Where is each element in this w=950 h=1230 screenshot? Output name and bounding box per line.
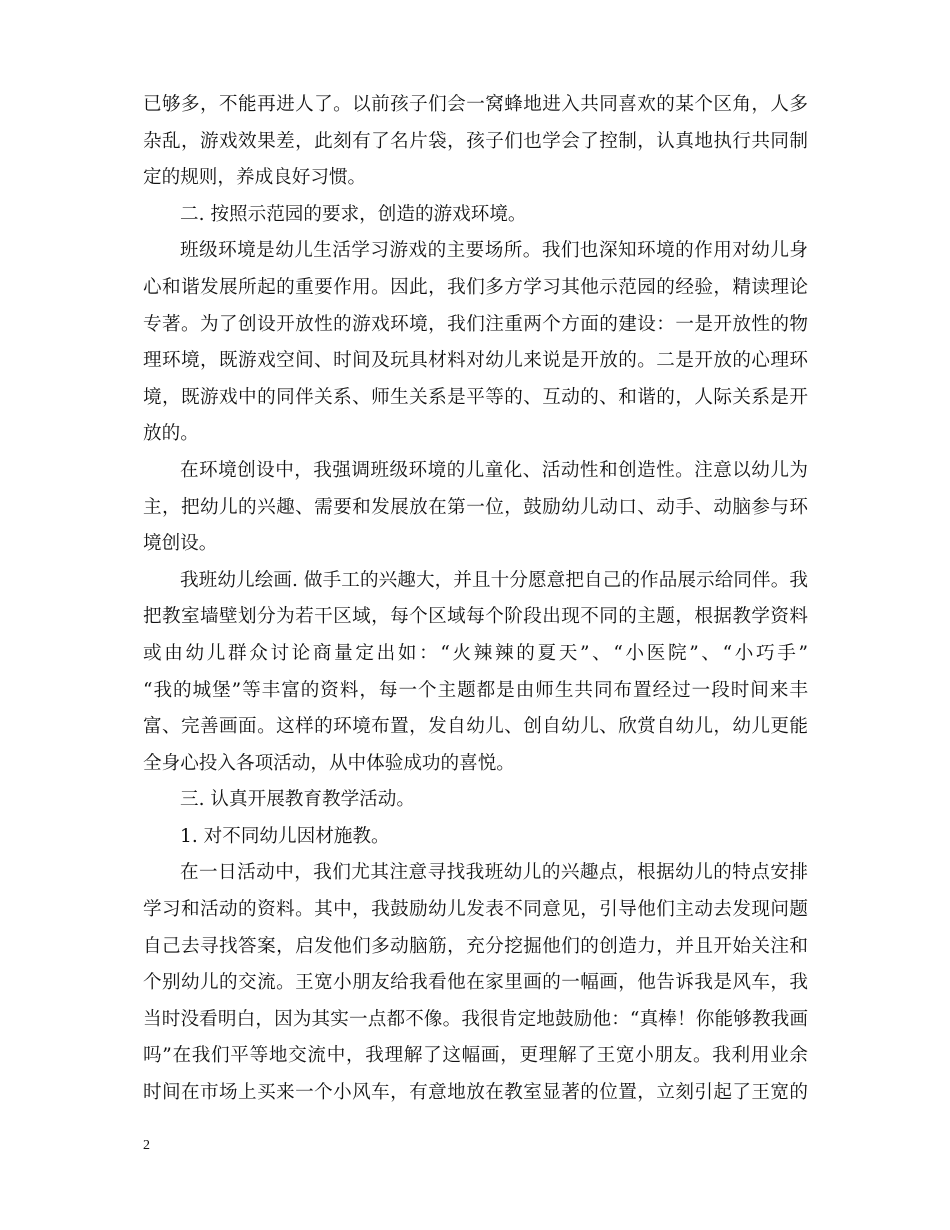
- text-line: 理环境，既游戏空间、时间及玩具材料对幼儿来说是开放的。二是开放的心理环: [143, 350, 808, 372]
- text-line: 当时没看明白，因为其实一点都不像。我很肯定地鼓励他：“真棒！你能够教我画: [143, 1008, 808, 1030]
- text-line: 在环境创设中，我强调班级环境的儿童化、活动性和创造性。注意以幼儿为: [180, 459, 808, 481]
- text-line: 放的。: [143, 423, 199, 445]
- page-number: 2: [143, 1138, 150, 1153]
- text-line: 班级环境是幼儿生活学习游戏的主要场所。我们也深知环境的作用对幼儿身: [180, 240, 808, 262]
- text-line: 三. 认真开展教育教学活动。: [180, 789, 415, 811]
- text-line: 时间在市场上买来一个小风车，有意地放在教室显著的位置，立刻引起了王宽的: [143, 1082, 808, 1104]
- text-line: 境，既游戏中的同伴关系、师生关系是平等的、互动的、和谐的，人际关系是开: [143, 386, 808, 408]
- text-line: 把教室墙壁划分为若干区域，每个区域每个阶段出现不同的主题，根据教学资料: [143, 606, 808, 628]
- text-line: 已够多，不能再进人了。以前孩子们会一窝蜂地进入共同喜欢的某个区角，人多: [143, 94, 808, 115]
- text-line: 个别幼儿的交流。王宽小朋友给我看他在家里画的一幅画，他告诉我是风车，我: [143, 972, 808, 994]
- text-line: 吗”在我们平等地交流中，我理解了这幅画，更理解了王宽小朋友。我利用业余: [143, 1045, 808, 1067]
- text-line: “我的城堡”等丰富的资料，每一个主题都是由师生共同布置经过一段时间来丰: [143, 679, 808, 701]
- text-line: 学习和活动的资料。其中，我鼓励幼儿发表不同意见，引导他们主动去发现问题: [143, 899, 808, 921]
- text-line: 境创设。: [143, 533, 218, 555]
- document-body: [143, 87, 808, 1112]
- text-line: 或由幼儿群众讨论商量定出如：“火辣辣的夏天”、“小医院”、“小巧手”: [143, 642, 808, 664]
- text-line: 在一日活动中，我们尤其注意寻找我班幼儿的兴趣点，根据幼儿的特点安排: [180, 862, 808, 884]
- text-line: 1. 对不同幼儿因材施教。: [180, 825, 390, 847]
- text-line: 全身心投入各项活动，从中体验成功的喜悦。: [143, 752, 515, 774]
- text-line: 我班幼儿绘画. 做手工的兴趣大，并且十分愿意把自己的作品展示给同伴。我: [180, 569, 808, 591]
- text-line: 心和谐发展所起的重要作用。因此，我们多方学习其他示范园的经验，精读理论: [143, 276, 808, 298]
- text-line: 专著。为了创设开放性的游戏环境，我们注重两个方面的建设：一是开放性的物: [143, 313, 808, 335]
- text-line: 杂乱，游戏效果差，此刻有了名片袋，孩子们也学会了控制，认真地执行共同制: [143, 130, 808, 152]
- text-line: 二. 按照示范园的要求，创造的游戏环境。: [180, 203, 527, 225]
- text-line: 主，把幼儿的兴趣、需要和发展放在第一位，鼓励幼儿动口、动手、动脑参与环: [143, 496, 808, 518]
- text-line: 自己去寻找答案，启发他们多动脑筋，充分挖掘他们的创造力，并且开始关注和: [143, 935, 808, 957]
- text-line: 富、完善画面。这样的环境布置，发自幼儿、创自幼儿、欣赏自幼儿，幼儿更能: [143, 716, 808, 738]
- text-line: 定的规则，养成良好习惯。: [143, 167, 367, 189]
